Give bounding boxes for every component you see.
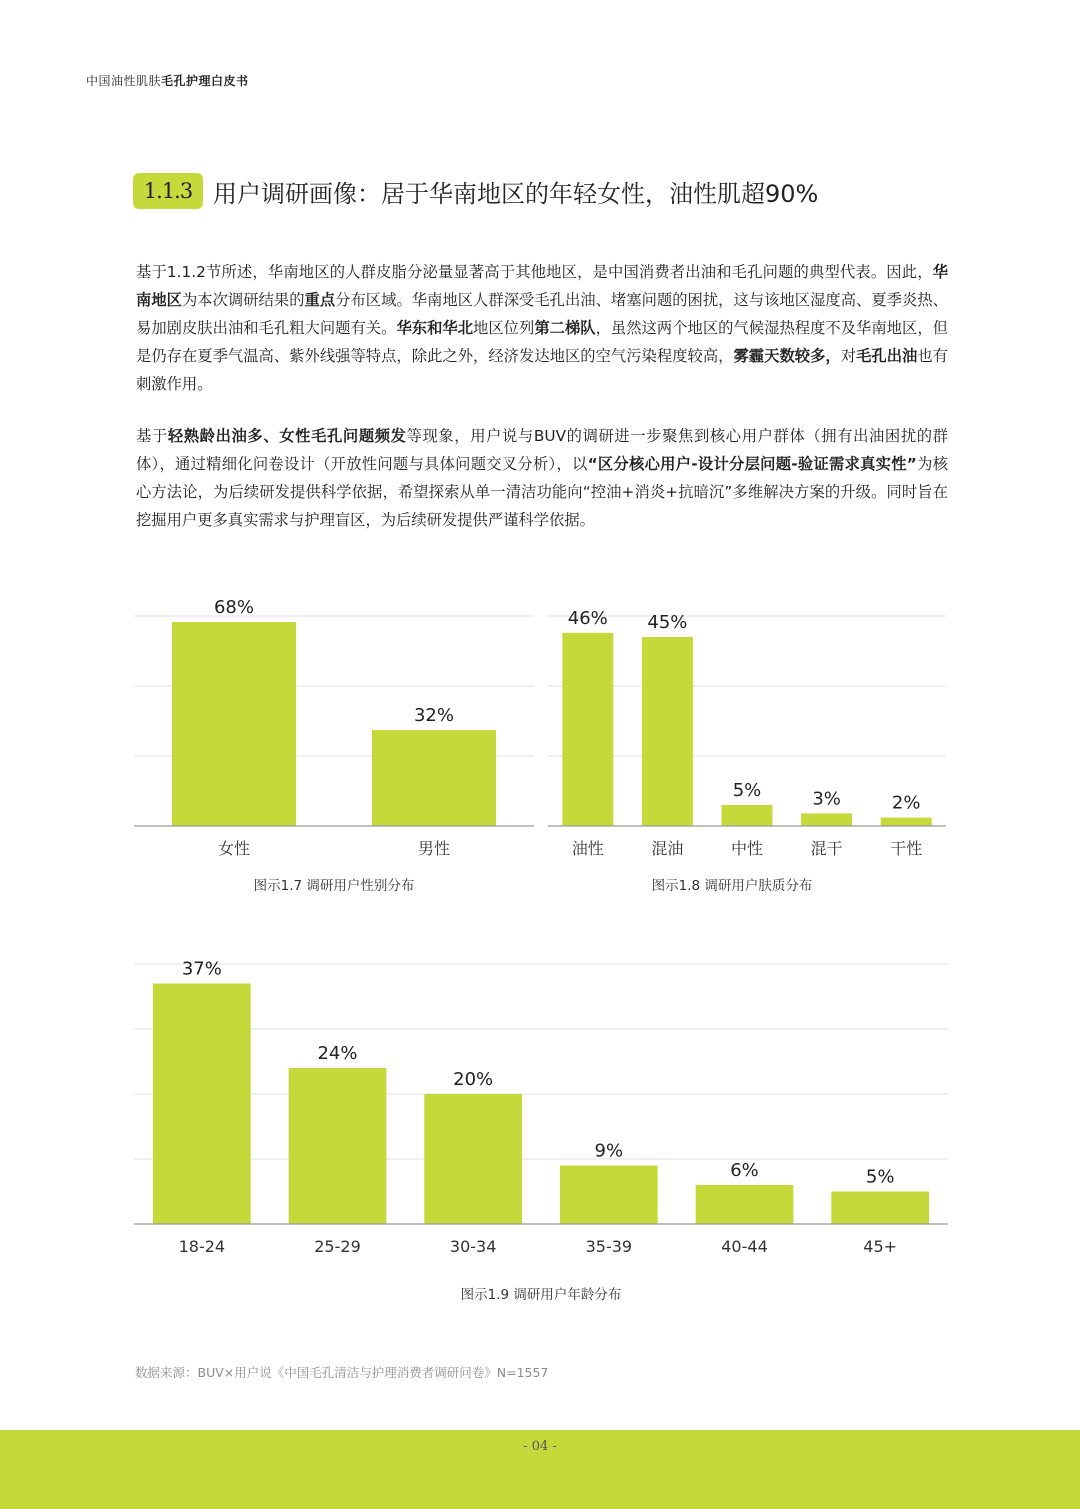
bar-混干 xyxy=(801,813,852,826)
bar-18-24 xyxy=(153,984,251,1225)
paragraph1-segment: 雾霾天数较多， xyxy=(733,347,841,365)
bar-35-39 xyxy=(560,1166,658,1225)
data-label: 24% xyxy=(317,1043,358,1064)
paragraph1-segment: 对 xyxy=(840,347,857,365)
category-label: 45+ xyxy=(863,1237,898,1256)
bar-男性 xyxy=(372,730,496,826)
bar-25-29 xyxy=(289,1068,387,1224)
bar-干性 xyxy=(881,818,932,826)
age-chart-caption: 图示1.9 调研用户年龄分布 xyxy=(460,1287,622,1303)
bar-油性 xyxy=(562,633,613,826)
bar-40-44 xyxy=(696,1185,794,1224)
paragraph2-segment: “区分核心用户-设计分层问题-验证需求真实性” xyxy=(587,455,917,473)
bar-30-34 xyxy=(424,1094,522,1224)
document-header xyxy=(86,72,249,89)
bar-混油 xyxy=(642,637,693,826)
data-label: 68% xyxy=(213,597,255,618)
age-distribution-chart xyxy=(134,955,948,1260)
gender-distribution-chart xyxy=(134,590,534,860)
data-label: 32% xyxy=(413,705,455,726)
paragraph1-segment: 为本次调研结果的 xyxy=(181,291,305,309)
category-label: 油性 xyxy=(571,839,604,858)
category-label: 中性 xyxy=(730,839,764,858)
data-label: 5% xyxy=(865,1166,895,1188)
data-source-note: 数据来源：BUV×用户说《中国毛孔清洁与护理消费者调研问卷》N=1557 xyxy=(135,1365,549,1380)
paragraph2-segment: 等现象，用户说与BUV的调研进一步聚焦到核心用户群体（拥有出油困扰的群体），通过精细化问卷设计（开放性问题与具体问题交叉分析），以 xyxy=(136,427,948,473)
body-paragraph-1 xyxy=(136,258,948,398)
body-paragraph-2 xyxy=(136,422,948,534)
page-number: - 04 - xyxy=(523,1439,557,1454)
gender-chart-caption: 图示1.7 调研用户性别分布 xyxy=(253,878,415,894)
skin-type-chart-caption: 图示1.8 调研用户肤质分布 xyxy=(651,878,813,894)
header-title-normal: 中国油性肌肤 xyxy=(86,74,162,88)
skin-type-distribution-chart xyxy=(548,590,946,860)
age-chart-svg xyxy=(134,955,948,1260)
data-label: 3% xyxy=(812,788,841,810)
data-label: 45% xyxy=(647,612,688,633)
category-label: 混油 xyxy=(651,839,684,858)
header-title-bold: 毛孔护理白皮书 xyxy=(161,74,249,88)
gender-chart-svg xyxy=(134,590,534,860)
paragraph2-segment: 为核心方法论，为后续研发提供科学依据，希望探索从单一清洁功能向“控油+消炎+抗暗沉”多维解决方案的升级。同时旨在挖掘用户更多真实需求与护理盲区，为后续研发提供严谨科学依据。 xyxy=(136,455,948,529)
category-label: 30-34 xyxy=(449,1237,497,1256)
bar-45+ xyxy=(831,1192,929,1225)
paragraph1-segment: ，虽然这两个地区的气候湿热程度不及华南地区，但是仍存在夏季气温高、紫外线强等特点，除此之外，经济发达地区的空气污染程度较高， xyxy=(136,319,948,365)
category-label: 混干 xyxy=(810,839,843,858)
data-label: 9% xyxy=(594,1140,624,1162)
data-label: 37% xyxy=(181,958,222,980)
section-title: 用户调研画像：居于华南地区的年轻女性，油性肌超90% xyxy=(213,179,819,208)
paragraph1-segment: 毛孔出油 xyxy=(856,347,918,365)
paragraph1-segment: 分布区域。华南地区人群深受毛孔出油、堵塞问题的困扰，这与该地区湿度高、夏季炎热、易加剧皮肤出油和毛孔粗大问题有关。 xyxy=(136,291,948,337)
section-number-badge: 1.1.3 xyxy=(133,173,203,209)
data-label: 46% xyxy=(567,607,608,629)
paragraph1-segment: 也有刺激作用。 xyxy=(136,347,948,393)
data-label: 2% xyxy=(891,792,921,814)
category-label: 35-39 xyxy=(585,1237,633,1256)
paragraph1-segment: 华南地区 xyxy=(136,263,948,309)
skin-type-chart-svg xyxy=(548,590,946,860)
paragraph2-segment: 基于 xyxy=(136,427,168,445)
paragraph1-segment: 重点 xyxy=(304,291,336,309)
paragraph2-segment: 轻熟龄出油多、女性毛孔问题频发 xyxy=(167,427,407,445)
category-label: 干性 xyxy=(890,839,923,858)
category-label: 男性 xyxy=(417,839,451,858)
bar-中性 xyxy=(722,805,773,826)
category-label: 女性 xyxy=(217,839,251,858)
section-heading xyxy=(133,172,818,210)
data-label: 20% xyxy=(453,1069,494,1090)
category-label: 25-29 xyxy=(314,1237,361,1256)
paragraph1-segment: 地区位列 xyxy=(473,319,535,337)
category-label: 18-24 xyxy=(178,1237,226,1256)
data-label: 5% xyxy=(732,780,762,801)
paragraph1-segment: 华东和华北 xyxy=(396,319,474,337)
paragraph1-segment: 基于1.1.2节所述，华南地区的人群皮脂分泌量显著高于其他地区，是中国消费者出油和毛孔问题的典型代表。因此， xyxy=(136,263,933,281)
data-label: 6% xyxy=(730,1160,759,1181)
paragraph1-segment: 第二梯队 xyxy=(534,319,596,337)
category-label: 40-44 xyxy=(721,1237,768,1256)
bar-女性 xyxy=(172,622,296,826)
